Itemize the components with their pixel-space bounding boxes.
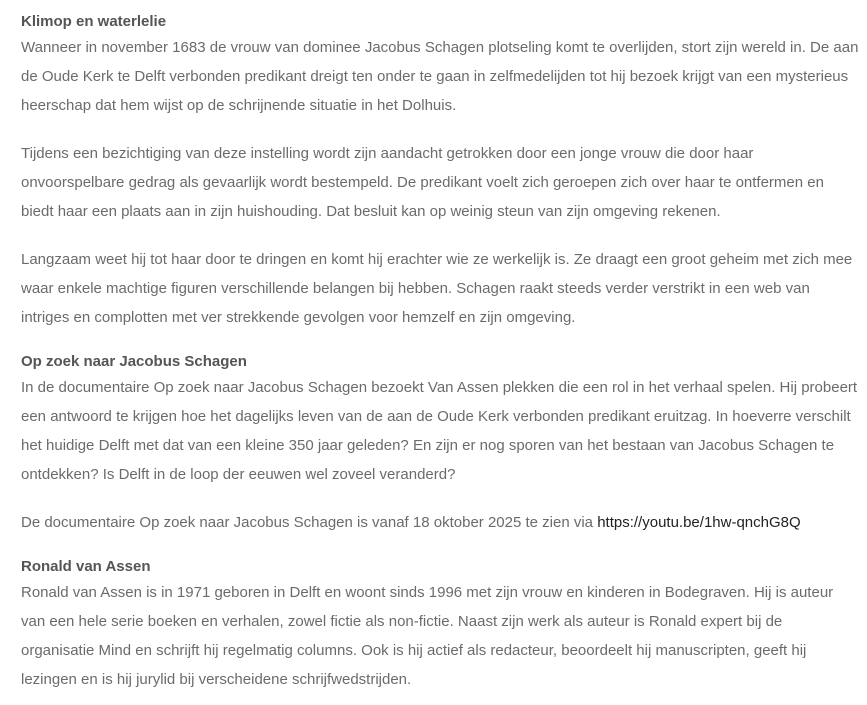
paragraph-documentaire-link [21, 508, 859, 537]
documentaire-link-text: De documentaire Op zoek naar Jacobus Schagen is vanaf 18 oktober 2025 te zien via [21, 514, 598, 531]
youtube-link[interactable]: https://youtu.be/1hw-qnchG8Q [597, 514, 801, 531]
paragraph-dolhuis: Tijdens een bezichtiging van deze instelling wordt zijn aandacht getrokken door een jonge vrouw die door haar onvoorspelbare gedrag als gevaarlijk wordt bestempeld. De predikant voelt zich geroepen zich over haar te ontfermen en biedt haar een plaats aan in zijn huishouding. Dat besluit kan op weinig steun van zijn omgeving rekenen. [21, 145, 824, 220]
paragraph-intro: Wanneer in november 1683 de vrouw van dominee Jacobus Schagen plotseling komt te overlijden, stort zijn wereld in. De aan de Oude Kerk te Delft verbonden predikant dreigt ten onder te gaan in zelfmedelijden tot hij bezoek krijgt van een mysterieus heerschap dat hem wijst op de schrijnende situatie in het Dolhuis. [21, 39, 859, 114]
section-heading-klimop: Klimop en waterlelie [21, 13, 167, 30]
paragraph-auteur: Ronald van Assen is in 1971 geboren in Delft en woont sinds 1996 met zijn vrouw en kinderen in Bodegraven. Hij is auteur van een hele serie boeken en verhalen, zowel fictie als non-fictie. Naast zijn werk als auteur is Ronald expert bij de organisatie Mind en schrijft hij regelmatig columns. Ook is hij actief als redacteur, beoordeelt hij manuscripten, geeft hij lezingen en is hij jurylid bij verscheidene schrijfwedstrijden. [21, 584, 834, 688]
paragraph-documentaire: In de documentaire Op zoek naar Jacobus Schagen bezoekt Van Assen plekken die een rol in het verhaal spelen. Hij probeert een antwoord te krijgen hoe het dagelijks leven van de aan de Oude Kerk verbonden predikant eruitzag. In hoeverre verschilt het huidige Delft met dat van een kleine 350 jaar geleden? En zijn er nog sporen van het bestaan van Jacobus Schagen te ontdekken? Is Delft in de loop der eeuwen wel zoveel veranderd? [21, 379, 858, 483]
section-heading-documentaire: Op zoek naar Jacobus Schagen [21, 353, 247, 370]
paragraph-geheim: Langzaam weet hij tot haar door te dringen en komt hij erachter wie ze werkelijk is. Ze draagt een groot geheim met zich mee waar enkele machtige figuren verschillende belangen bij hebben. Schagen raakt steeds verder verstrikt in een web van intriges en complotten met ver strekkende gevolgen voor hemzelf en zijn omgeving. [21, 251, 853, 326]
section-heading-auteur: Ronald van Assen [21, 558, 151, 575]
